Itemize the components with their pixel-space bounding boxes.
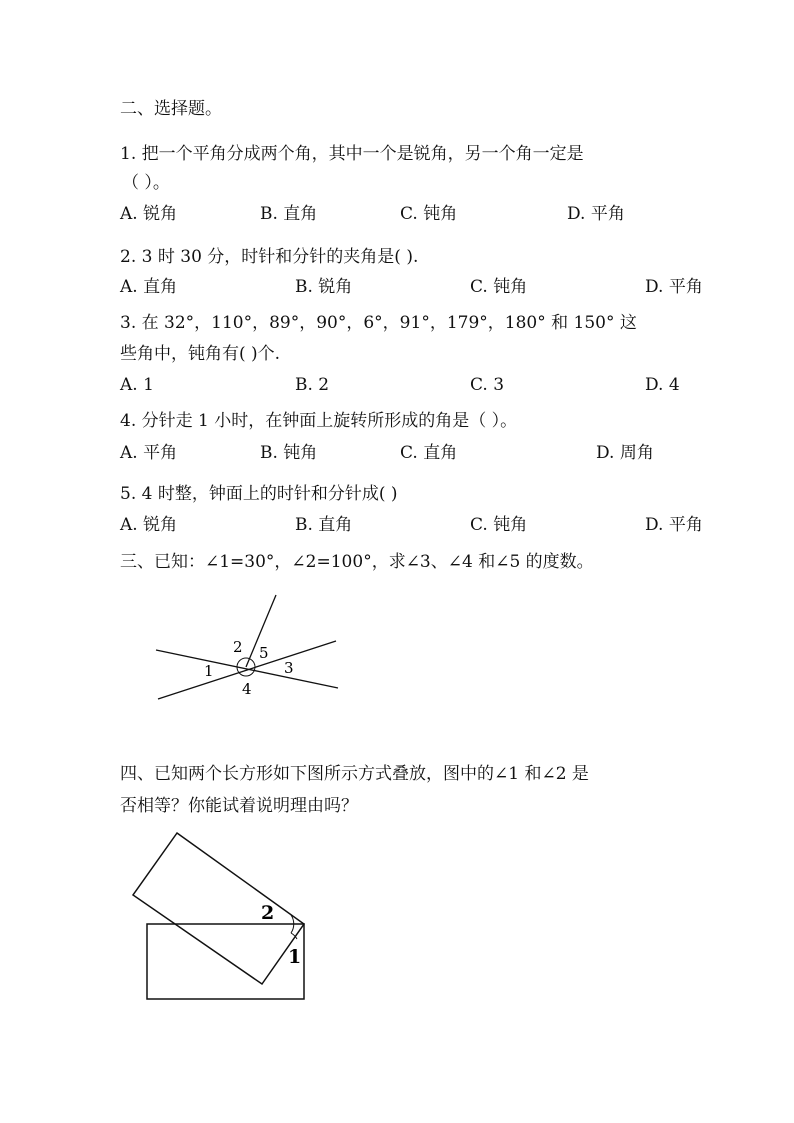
question-4-option-d[interactable]: D. 周角 xyxy=(596,443,654,463)
question-4-option-a[interactable]: A. 平角 xyxy=(120,443,178,463)
question-1-text: 1. 把一个平角分成两个角，其中一个是锐角，另一个角一定是 xyxy=(120,144,584,164)
tilted-rectangle xyxy=(133,833,304,984)
question-1-text-cont: （ ）。 xyxy=(122,173,170,193)
horizontal-rectangle xyxy=(147,924,304,999)
angle-label-1: 1 xyxy=(288,946,302,968)
angle-label-2: 2 xyxy=(261,902,275,924)
question-1-option-a[interactable]: A. 锐角 xyxy=(120,204,178,224)
angle-label-3: 3 xyxy=(284,659,294,677)
angle-label-1: 1 xyxy=(204,662,214,680)
question-4-text: 4. 分针走 1 小时，在钟面上旋转所形成的角是（ ）。 xyxy=(120,411,518,431)
question-2-option-d[interactable]: D. 平角 xyxy=(645,277,703,297)
question-5-option-b[interactable]: B. 直角 xyxy=(295,515,353,535)
question-4-option-b[interactable]: B. 钝角 xyxy=(260,443,318,463)
question-5-option-d[interactable]: D. 平角 xyxy=(645,515,703,535)
section-4-problem-cont: 否相等？你能试着说明理由吗？ xyxy=(120,796,358,816)
question-3-option-c[interactable]: C. 3 xyxy=(470,375,505,395)
question-1-option-d[interactable]: D. 平角 xyxy=(567,204,625,224)
angle-label-2: 2 xyxy=(233,638,243,656)
question-1-option-c[interactable]: C. 钝角 xyxy=(400,204,458,224)
question-3-option-d[interactable]: D. 4 xyxy=(645,375,680,395)
question-2-option-b[interactable]: B. 锐角 xyxy=(295,277,353,297)
question-5-text: 5. 4 时整，钟面上的时针和分针成( ) xyxy=(120,484,398,504)
question-2-text: 2. 3 时 30 分，时针和分针的夹角是( ). xyxy=(120,247,419,267)
section-2-heading: 二、选择题。 xyxy=(120,99,222,119)
intersecting-lines-figure xyxy=(150,590,350,705)
section-4-problem: 四、已知两个长方形如下图所示方式叠放，图中的∠1 和∠2 是 xyxy=(120,764,589,784)
angle-label-5: 5 xyxy=(259,644,269,662)
question-3-text-cont: 些角中，钝角有( )个. xyxy=(120,344,281,364)
question-5-option-c[interactable]: C. 钝角 xyxy=(470,515,528,535)
question-3-option-a[interactable]: A. 1 xyxy=(120,375,154,395)
question-2-option-a[interactable]: A. 直角 xyxy=(120,277,178,297)
question-5-option-a[interactable]: A. 锐角 xyxy=(120,515,178,535)
angle-label-4: 4 xyxy=(242,680,252,698)
question-3-option-b[interactable]: B. 2 xyxy=(295,375,330,395)
question-2-option-c[interactable]: C. 钝角 xyxy=(470,277,528,297)
section-3-problem: 三、已知：∠1=30°，∠2=100°，求∠3、∠4 和∠5 的度数。 xyxy=(120,552,594,572)
question-3-text: 3. 在 32°，110°，89°，90°，6°，91°，179°，180° 和 150° 这 xyxy=(120,313,637,333)
overlapping-rectangles-figure xyxy=(125,825,315,1010)
question-1-option-b[interactable]: B. 直角 xyxy=(260,204,318,224)
question-4-option-c[interactable]: C. 直角 xyxy=(400,443,458,463)
